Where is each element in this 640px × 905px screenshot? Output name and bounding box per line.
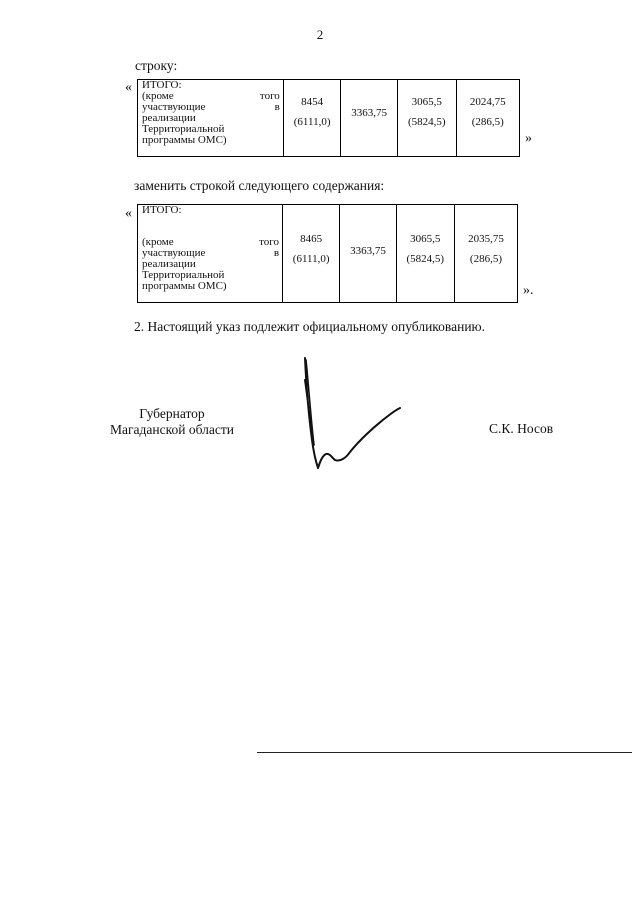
value-main: 8454 — [301, 96, 324, 108]
label-word: того — [259, 90, 280, 102]
old-value-cell — [456, 80, 519, 157]
label-head: ИТОГО: — [142, 79, 182, 91]
value-main: 3363,75 — [351, 107, 388, 119]
value-sub: (5824,5) — [407, 116, 446, 128]
new-value-cell — [396, 205, 454, 303]
paragraph-2: 2. Настоящий указ подлежит официальному опубликованию. — [134, 319, 486, 334]
old-row-label-cell — [138, 80, 284, 157]
value-sub: (6111,0) — [293, 116, 331, 128]
label-word: (кроме — [142, 90, 174, 102]
value-main: 3363,75 — [350, 245, 386, 257]
label-word: (кроме — [142, 236, 174, 248]
open-quote: « — [125, 80, 132, 95]
signatory-title-line-2: Магаданской области — [110, 422, 234, 437]
old-value-cell — [341, 80, 398, 157]
footer-rule — [257, 752, 632, 753]
page-number: 2 — [316, 27, 324, 42]
label-word: в — [274, 101, 280, 113]
signature-svg — [290, 350, 410, 475]
label-line-3: реализации — [142, 112, 196, 124]
label-word: в — [273, 247, 280, 259]
signatory-title — [100, 406, 244, 438]
label-line-5: программы ОМС) — [142, 280, 227, 292]
open-quote: « — [125, 206, 132, 221]
label-line-5: программы ОМС) — [142, 134, 227, 146]
intro-text: строку: — [135, 58, 178, 73]
value-sub: (286,5) — [469, 253, 502, 265]
value-main: 3065,5 — [410, 233, 441, 245]
label-head: ИТОГО: — [142, 204, 182, 216]
value-sub: (5824,5) — [406, 253, 445, 265]
label-word: того — [259, 236, 280, 248]
label-line-3: реализации — [142, 258, 196, 270]
signatory-name: С.К. Носов — [489, 421, 554, 436]
label-line-4: Территориальной — [142, 123, 225, 135]
close-quote: » — [525, 131, 532, 146]
new-value-cell — [454, 205, 517, 303]
label-word: участвующие — [142, 247, 206, 259]
new-row-table — [137, 204, 518, 303]
label-line-4: Территориальной — [142, 269, 225, 281]
value-main: 3065,5 — [411, 96, 442, 108]
handwritten-signature — [290, 350, 410, 475]
value-main: 2024,75 — [469, 96, 506, 108]
replace-text: заменить строкой следующего содержания: — [134, 178, 385, 193]
table-row — [138, 205, 518, 303]
new-value-cell — [340, 205, 396, 303]
value-sub: (6111,0) — [292, 253, 330, 265]
value-main: 8465 — [300, 233, 323, 245]
new-value-cell — [283, 205, 340, 303]
old-value-cell — [283, 80, 341, 157]
old-value-cell — [397, 80, 456, 157]
table-row — [138, 80, 520, 157]
label-word: участвующие — [142, 101, 206, 113]
close-quote: ». — [523, 283, 534, 298]
old-row-table — [137, 79, 520, 157]
signatory-title-line-1: Губернатор — [139, 406, 205, 421]
new-row-label-cell — [138, 205, 283, 303]
value-sub: (286,5) — [471, 116, 504, 128]
value-main: 2035,75 — [468, 233, 504, 245]
